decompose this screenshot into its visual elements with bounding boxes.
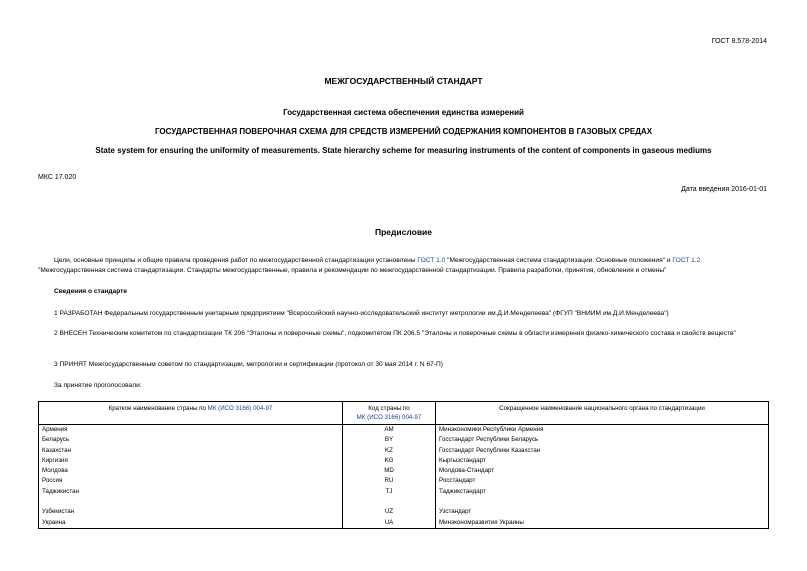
standard-title: МЕЖГОСУДАРСТВЕННЫЙ СТАНДАРТ [324, 76, 483, 86]
standards-body-cell: Госстандарт Республики Казахстан [436, 446, 769, 456]
table-row [39, 476, 769, 486]
preface-paragraph [38, 256, 769, 276]
country-cell: Россия [39, 476, 343, 486]
adopted-by-item: 3 ПРИНЯТ Межгосударственным советом по стандартизации, метрологии и сертификации (протокол от 30 мая 2014 г. N 67-П) [54, 361, 443, 368]
submitted-by-item: 2 ВНЕСЕН Техническим комитетом по стандартизации ТК 206 "Эталоны и поверочные схемы", подкомитетом ПК 206.5 "Эталоны и поверочные схемы в области измерения физико-химического состава и свойств веществ" [54, 330, 736, 337]
table-row [39, 435, 769, 445]
document-id: ГОСТ 8.578-2014 [711, 38, 767, 45]
country-cell [39, 497, 343, 507]
code-cell: UZ [343, 507, 436, 517]
table-row [39, 497, 769, 507]
country-cell: Казахстан [39, 446, 343, 456]
about-standard-heading: Сведения о стандарте [54, 288, 128, 295]
country-cell: Молдова [39, 466, 343, 476]
table-row [39, 456, 769, 466]
gost-1-0-link[interactable]: ГОСТ 1.0 [417, 257, 446, 264]
table-row [39, 425, 769, 436]
developed-by-item: 1 РАЗРАБОТАН Федеральным государственным унитарным предприятием "Всероссийский научно-исследовательский институт метрологии им.Д.И.Менделеева" (ФГУП "ВНИИМ им.Д.И.Менделеева") [54, 310, 669, 317]
table-row [39, 507, 769, 517]
standards-body-cell: Кыргызстандарт [436, 456, 769, 466]
gost-1-2-link[interactable]: ГОСТ 1.2 [672, 257, 701, 264]
code-cell: AM [343, 425, 436, 436]
country-cell: Таджикистан [39, 487, 343, 497]
table-row [39, 466, 769, 476]
code-cell [343, 497, 436, 507]
table-row [39, 487, 769, 497]
system-title: Государственная система обеспечения единства измерений [283, 108, 524, 117]
country-cell: Украина [39, 518, 343, 529]
code-cell: KG [343, 456, 436, 466]
standards-body-cell: Минэкономики Республики Армения [436, 425, 769, 436]
document-title-en: State system for ensuring the uniformity of measurements. State hierarchy scheme for measuring instruments of the content of components in gaseous mediums [95, 146, 712, 155]
table-row [39, 518, 769, 529]
preface-text-c: "Межгосударственная система стандартизации. Стандарты межгосударственные, правила и рекомендации по межгосударственной стандартизации. Правила разработки, принятия, обновления и отмены" [38, 267, 667, 274]
preface-text-a: Цели, основные принципы и общие правила проведения работ по межгосударственной стандартизации установлены [54, 257, 418, 264]
document-title-ru: ГОСУДАРСТВЕННАЯ ПОВЕРОЧНАЯ СХЕМА ДЛЯ СРЕДСТВ ИЗМЕРЕНИЙ СОДЕРЖАНИЯ КОМПОНЕНТОВ В ГАЗОВЫХ СРЕДАХ [154, 127, 653, 136]
code-cell: TJ [343, 487, 436, 497]
country-name-header-text: Краткое наименование страны по [108, 405, 208, 412]
country-code-header-text: Код страны по [368, 405, 410, 412]
standards-body-cell: Госстандарт Республики Беларусь [436, 435, 769, 445]
preface-text-b: "Межгосударственная система стандартизации. Основные положения" и [445, 257, 673, 264]
standards-body-header: Сокращенное наименование национального органа по стандартизации [436, 402, 769, 425]
country-name-header [39, 402, 343, 425]
introduction-date: Дата введения 2016-01-01 [681, 186, 767, 193]
country-cell: Армения [39, 425, 343, 436]
code-cell: UA [343, 518, 436, 529]
table-header-row [39, 402, 769, 425]
standards-body-cell: Минэкономразвития Украины [436, 518, 769, 529]
mk-iso-3166-code-link[interactable]: МК (ИСО 3166) 004-97 [356, 414, 422, 421]
code-cell: BY [343, 435, 436, 445]
table-row [39, 446, 769, 456]
country-cell: Киргизия [39, 456, 343, 466]
mk-iso-3166-link[interactable]: МК (ИСО 3166) 004-97 [207, 405, 273, 412]
voting-countries-table [38, 401, 769, 529]
preface-heading: Предисловие [374, 227, 433, 237]
country-cell: Узбекистан [39, 507, 343, 517]
code-cell: RU [343, 476, 436, 486]
standards-body-cell: Молдова-Стандарт [436, 466, 769, 476]
country-code-header [343, 402, 436, 425]
standards-body-cell: Росстандарт [436, 476, 769, 486]
country-cell: Беларусь [39, 435, 343, 445]
mks-code: МКС 17.020 [38, 174, 77, 181]
standards-body-cell [436, 497, 769, 507]
standards-body-cell: Таджикстандарт [436, 487, 769, 497]
standards-body-cell: Узстандарт [436, 507, 769, 517]
code-cell: KZ [343, 446, 436, 456]
code-cell: MD [343, 466, 436, 476]
voted-label: За принятие проголосовали: [54, 382, 142, 389]
